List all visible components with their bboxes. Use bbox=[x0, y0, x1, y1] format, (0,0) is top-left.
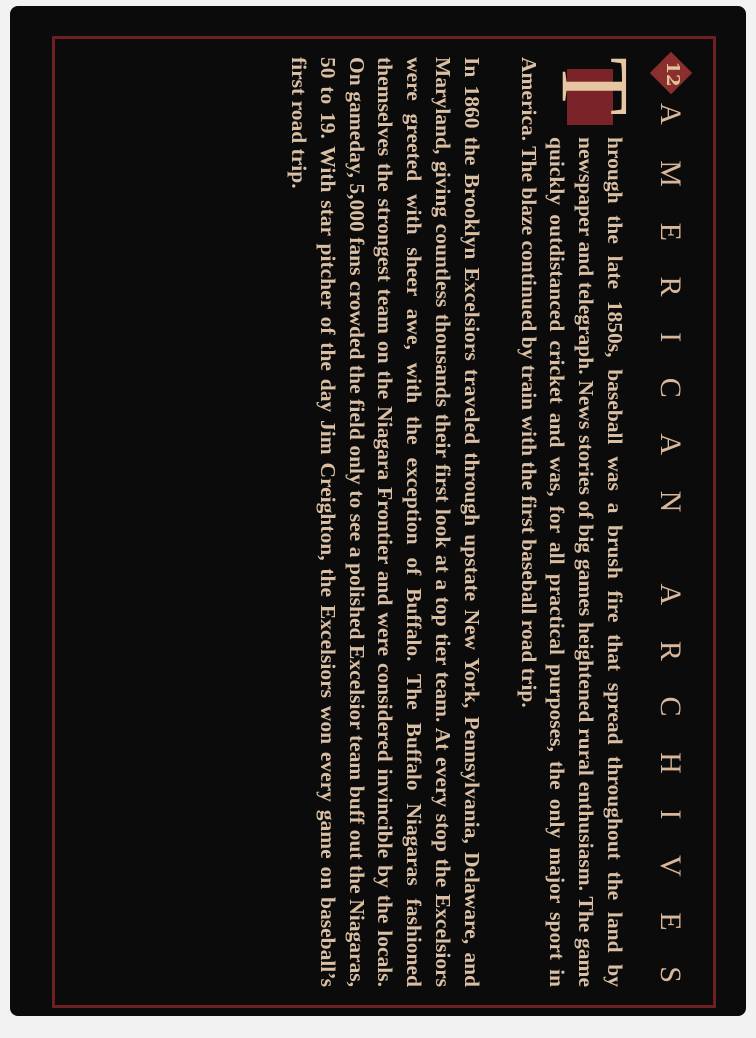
series-title-letter: R bbox=[654, 640, 687, 661]
series-title bbox=[647, 103, 693, 983]
series-title-letter: H bbox=[654, 752, 687, 774]
rotated-content bbox=[55, 39, 713, 1005]
series-title-letter: C bbox=[654, 696, 687, 717]
trading-card-back bbox=[10, 6, 746, 1016]
series-title-letter: A bbox=[654, 433, 687, 456]
series-title-letter: A bbox=[654, 583, 687, 606]
series-title-letter: V bbox=[654, 854, 687, 877]
drop-cap bbox=[542, 57, 649, 131]
card-number-badge bbox=[651, 55, 689, 93]
card-number: 12 bbox=[662, 61, 683, 87]
series-title-letter: C bbox=[654, 377, 687, 398]
series-title-letter: R bbox=[654, 276, 687, 297]
paragraph-1-text: hrough the late 1850s, baseball was a brush fire that spread throughout the land by newspaper and telegraph. News stories of big games heightened rural enthusiasm. The game quickly outdistanced cricket and was, for all practical purposes, the only major sport in America. The blaze continued by train with the first baseball road trip. bbox=[516, 57, 627, 987]
paragraph-2: In 1860 the Brooklyn Excelsiors traveled through upstate New York, Pennsylvania, Delaware, and Maryland, giving countless thousands their first look at a top tier team. At every stop the Excelsiors were greeted with sheer awe, with the exception of Buffalo. The Buffalo Niagaras fashioned themselves the strongest team on the Niagara Frontier and were considered invincible by the locals. On gameday, 5,000 fans crowded the field only to see a polished Excelsior team buff out the Niagaras, 50 to 19. With star pitcher of the day Jim Creighton, the Excelsiors won every game on baseball’s first road trip. bbox=[287, 57, 484, 987]
card-text-area bbox=[55, 39, 713, 1005]
paragraph-1 bbox=[514, 57, 649, 987]
series-title-letter: E bbox=[654, 912, 687, 931]
series-title-letter: I bbox=[654, 809, 687, 820]
card-body-text bbox=[284, 57, 649, 987]
series-title-letter: N bbox=[654, 490, 687, 513]
series-title-letter: S bbox=[654, 966, 687, 983]
series-title-letter: E bbox=[654, 222, 687, 241]
series-title-letter: M bbox=[654, 160, 687, 187]
series-title-letter: A bbox=[654, 103, 687, 125]
series-title-letter: I bbox=[654, 332, 687, 343]
drop-cap-letter: T bbox=[542, 57, 649, 116]
